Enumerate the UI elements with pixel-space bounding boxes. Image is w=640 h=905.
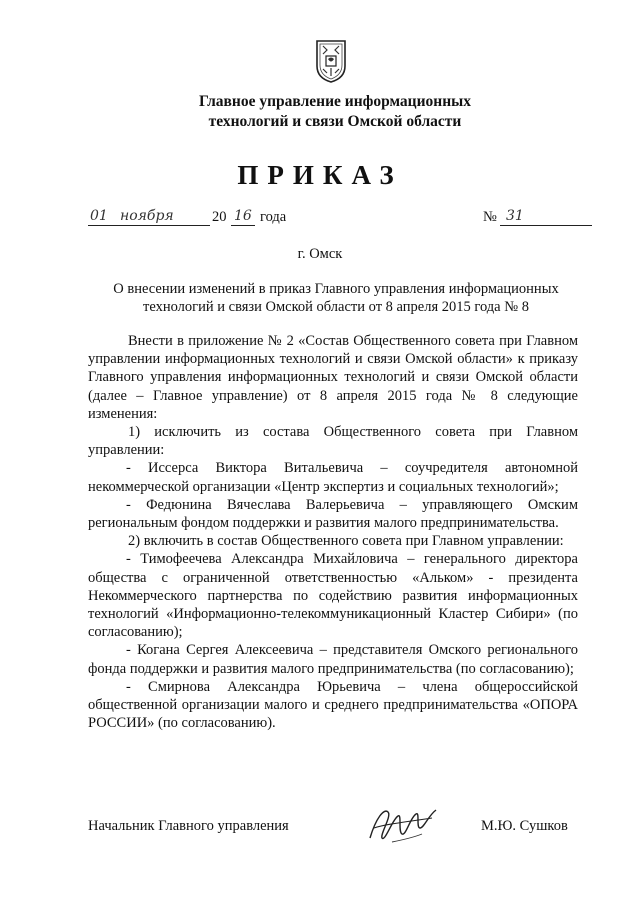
date-year-word: года xyxy=(260,209,287,225)
intro-paragraph: Внести в приложение № 2 «Состав Общественного совета при Главном управлении информационных технологий и связи Омской области» к приказу Главного управления информационных технологий и связи Омской области (далее – Главное управление) от 8 апреля 2015 года № 8 следующие изменения: xyxy=(88,333,578,422)
year-underline xyxy=(231,225,255,226)
item1-entry-b: - Федюнина Вячеслава Валерьевича – управляющего Омским региональным фондом поддержки и развития малого предпринимательства. xyxy=(88,496,578,532)
subject-line2: технологий и связи Омской области от 8 апреля 2015 года № 8 xyxy=(143,299,529,315)
city-name: г. Омск xyxy=(297,246,343,262)
order-subject xyxy=(96,280,576,316)
order-number: 31 xyxy=(506,208,524,224)
number-label: № xyxy=(483,209,497,225)
item2-entry-c: - Смирнова Александра Юрьевича – члена общероссийской общественной организации малого и среднего предпринимательства «ОПОРА РОССИИ» (по согласованию). xyxy=(88,678,578,732)
date-year-prefix: 20 xyxy=(212,209,227,225)
order-body xyxy=(88,332,578,732)
date-month: ноября xyxy=(120,208,174,224)
date-number-line xyxy=(88,208,608,232)
coat-of-arms-icon xyxy=(314,38,348,84)
organization-name-line1: Главное управление информационных xyxy=(198,93,472,110)
number-underline xyxy=(500,225,592,226)
item1-entry-a: - Иссерса Виктора Витальевича – соучредителя автономной некоммерческой организации «Центр экспертиз и социальных технологий»; xyxy=(88,460,578,495)
organization-name-line2: технологий и связи Омской области xyxy=(208,113,462,130)
date-day: 01 xyxy=(90,208,108,224)
item1-paragraph: 1) исключить из состава Общественного совета при Главном управлении: xyxy=(88,424,578,459)
document-title: ПРИКАЗ xyxy=(237,160,403,190)
item2-entry-a: - Тимофеечева Александра Михайловича – генерального директора общества с ограниченной ответственностью «Альком» - президента Некоммерческого партнерства по содействию развития информационных технологий «Информационно-телекоммуникационный Кластер Сибири» (по согласованию); xyxy=(88,551,578,641)
subject-line1: О внесении изменений в приказ Главного управления информационных xyxy=(113,281,559,297)
item2-entry-b: - Когана Сергея Алексеевича – представителя Омского регионального фонда поддержки и развития малого предпринимательства (по согласованию); xyxy=(88,642,578,677)
handwritten-signature xyxy=(362,798,442,852)
signatory-position: Начальник Главного управления xyxy=(88,818,289,834)
item2-paragraph: 2) включить в состав Общественного совета при Главном управлении: xyxy=(128,533,564,550)
signatory-name: М.Ю. Сушков xyxy=(481,818,568,834)
date-year-suffix: 16 xyxy=(234,208,252,224)
day-month-underline xyxy=(88,225,210,226)
